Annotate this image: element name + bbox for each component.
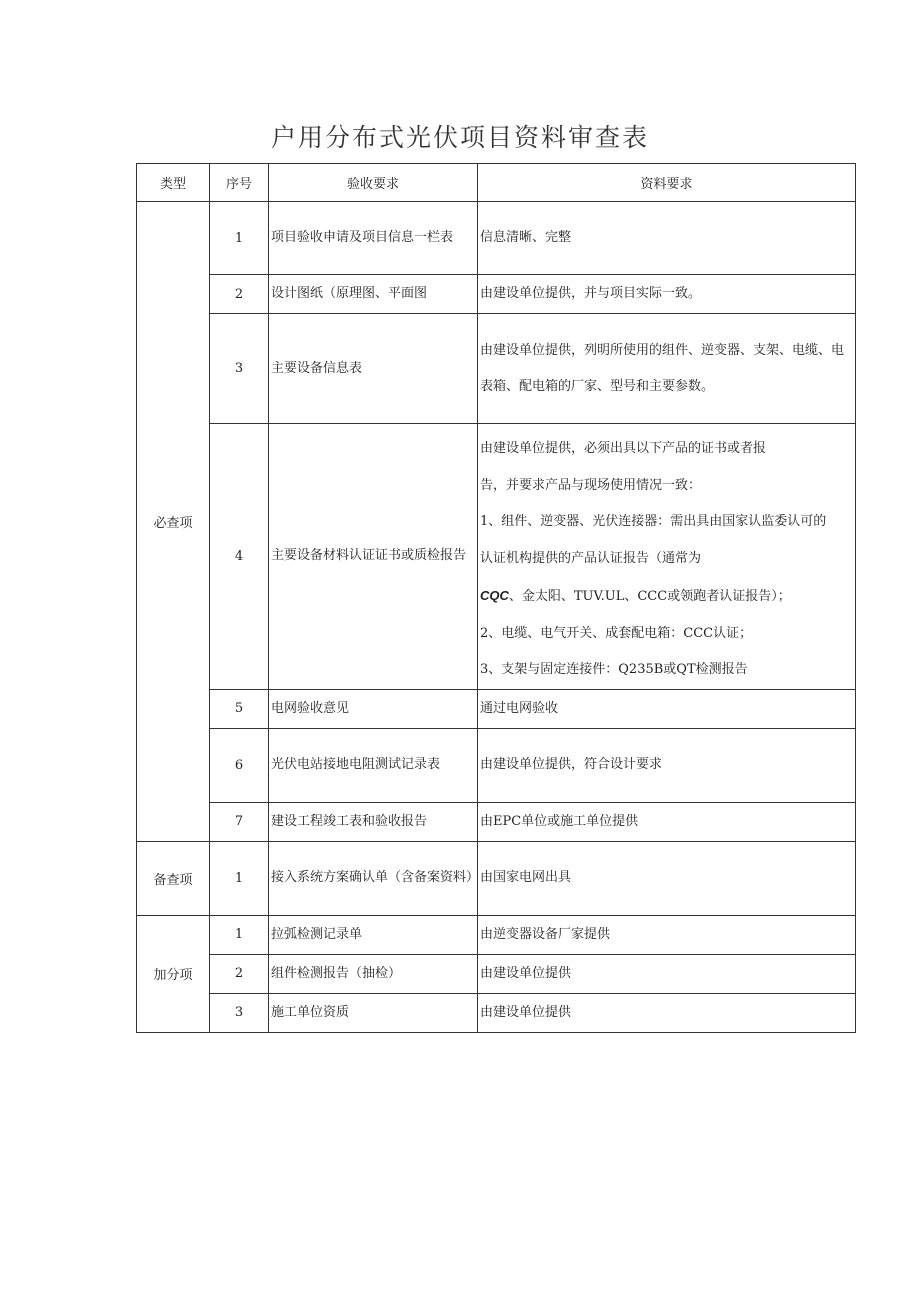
table-row [137,202,856,275]
row-requirement: 接入系统方案确认单（含备案资料） [269,841,478,915]
table-row [137,993,856,1032]
row-documents [478,424,856,690]
row-seq: 5 [210,689,269,728]
table-row [137,954,856,993]
row-documents: 信息清晰、完整 [478,202,856,275]
table-row [137,728,856,802]
row-documents: 由建设单位提供 [478,954,856,993]
review-table [136,163,856,1033]
cqc-text: CQC [480,587,509,603]
row-seq: 2 [210,954,269,993]
table-row [137,802,856,841]
table-row [137,424,856,690]
row-documents: 由建设单位提供，符合设计要求 [478,728,856,802]
row-seq: 1 [210,841,269,915]
group-required: 必查项 [137,202,210,842]
table-row [137,275,856,314]
doc-line-rest: 、金太阳、TUV.UL、CCC或领跑者认证报告）； [508,588,791,604]
doc-line: 1、组件、逆变器、光伏连接器：需出具由国家认监委认可的 [480,514,827,530]
row-requirement: 主要设备信息表 [269,314,478,424]
doc-line: 3、支架与固定连接件：Q235B或QT检测报告 [480,662,748,678]
header-requirement: 验收要求 [269,164,478,202]
table-header-row [137,164,856,202]
row-seq: 6 [210,728,269,802]
table-row [137,841,856,915]
row-requirement: 组件检测报告（抽检） [269,954,478,993]
doc-line: 2、电缆、电气开关、成套配电箱：CCC认证； [480,625,753,641]
header-documents: 资料要求 [478,164,856,202]
row-seq: 2 [210,275,269,314]
row-documents: 由国家电网出具 [478,841,856,915]
table-row [137,689,856,728]
row-requirement: 主要设备材料认证证书或质检报告 [269,424,478,690]
row-requirement: 拉弧检测记录单 [269,915,478,954]
doc-line [480,578,851,616]
group-reference: 备查项 [137,841,210,915]
row-requirement: 光伏电站接地电阻测试记录表 [269,728,478,802]
row-seq: 7 [210,802,269,841]
header-type: 类型 [137,164,210,202]
doc-line: 告，并要求产品与现场使用情况一致： [480,477,702,493]
row-seq: 3 [210,993,269,1032]
row-documents: 通过电网验收 [478,689,856,728]
row-seq: 3 [210,314,269,424]
group-bonus: 加分项 [137,915,210,1032]
row-documents: 由逆变器设备厂家提供 [478,915,856,954]
table-row [137,915,856,954]
row-seq: 4 [210,424,269,690]
row-documents: 由建设单位提供，列明所使用的组件、逆变器、支架、电缆、电表箱、配电箱的厂家、型号和主要参数。 [478,314,856,424]
row-requirement: 项目验收申请及项目信息一栏表 [269,202,478,275]
row-seq: 1 [210,915,269,954]
doc-line: 认证机构提供的产品认证报告（通常为 [480,551,702,567]
row-seq: 1 [210,202,269,275]
row-documents: 由建设单位提供，并与项目实际一致。 [478,275,856,314]
row-documents: 由建设单位提供 [478,993,856,1032]
table-row [137,314,856,424]
header-seq: 序号 [210,164,269,202]
doc-line: 由建设单位提供，必须出具以下产品的证书或者报 [480,441,767,456]
row-requirement: 设计图纸（原理图、平面图 [269,275,478,314]
row-requirement: 建设工程竣工表和验收报告 [269,802,478,841]
page-title: 户用分布式光伏项目资料审查表 [270,123,649,152]
row-requirement: 电网验收意见 [269,689,478,728]
row-requirement: 施工单位资质 [269,993,478,1032]
row-documents: 由EPC单位或施工单位提供 [478,802,856,841]
